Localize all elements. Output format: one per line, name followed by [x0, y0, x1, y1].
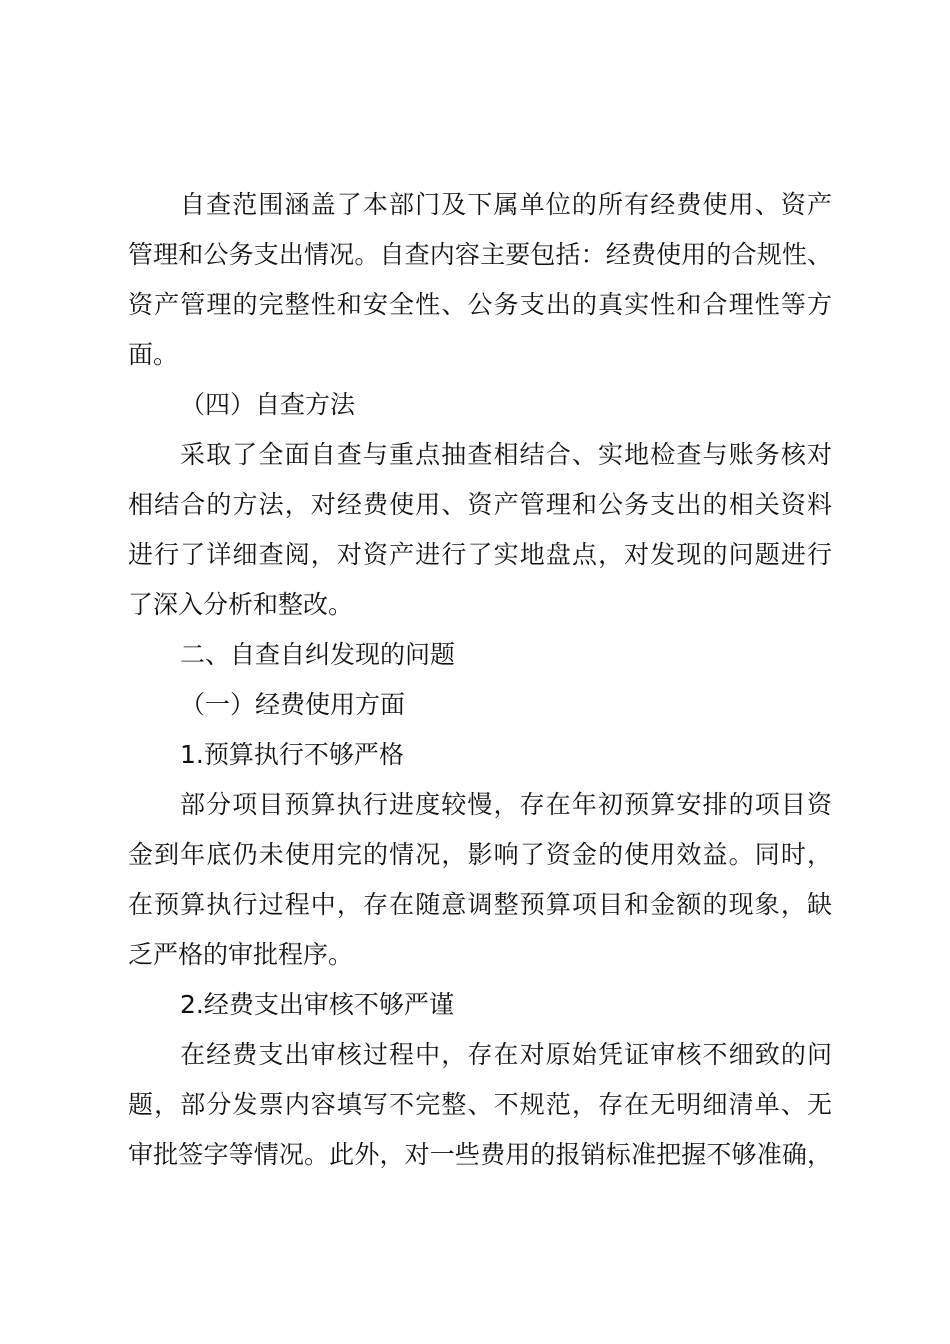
section-heading-method: （四）自查方法 [180, 390, 356, 419]
text-line: 采取了全面自查与重点抽查相结合、实地检查与账务核对 [180, 440, 832, 469]
section-heading-problems: 二、自查自纠发现的问题 [180, 640, 456, 669]
text-line: 相结合的方法，对经费使用、资产管理和公务支出的相关资料 [128, 490, 832, 519]
paragraph-method [128, 430, 832, 630]
item-heading-budget: 1.预算执行不够严格 [180, 740, 404, 769]
paragraph-scope [128, 180, 832, 380]
text-line: 题，部分发票内容填写不完整、不规范，存在无明细清单、无 [128, 1090, 832, 1119]
paragraph-audit [128, 1030, 832, 1180]
text-line: 进行了详细查阅，对资产进行了实地盘点，对发现的问题进行 [128, 540, 832, 569]
text-line: 在预算执行过程中，存在随意调整预算项目和金额的现象，缺 [128, 890, 832, 919]
item-heading-audit: 2.经费支出审核不够严谨 [180, 990, 454, 1019]
text-line: 部分项目预算执行进度较慢，存在年初预算安排的项目资 [180, 790, 832, 819]
text-line: 管理和公务支出情况。自查内容主要包括：经费使用的合规性、 [128, 240, 832, 269]
text-line: 自查范围涵盖了本部门及下属单位的所有经费使用、资产 [180, 190, 832, 219]
document-page [128, 180, 832, 1180]
subsection-heading-funds: （一）经费使用方面 [180, 690, 406, 719]
text-line: 在经费支出审核过程中，存在对原始凭证审核不细致的问 [180, 1040, 832, 1069]
text-line: 面。 [128, 340, 179, 369]
paragraph-budget [128, 780, 832, 980]
text-line: 审批签字等情况。此外，对一些费用的报销标准把握不够准确， [128, 1140, 832, 1169]
text-line: 金到年底仍未使用完的情况，影响了资金的使用效益。同时， [128, 840, 832, 869]
text-line: 资产管理的完整性和安全性、公务支出的真实性和合理性等方 [128, 290, 832, 319]
text-line: 乏严格的审批程序。 [128, 940, 354, 969]
text-line: 了深入分析和整改。 [128, 590, 354, 619]
